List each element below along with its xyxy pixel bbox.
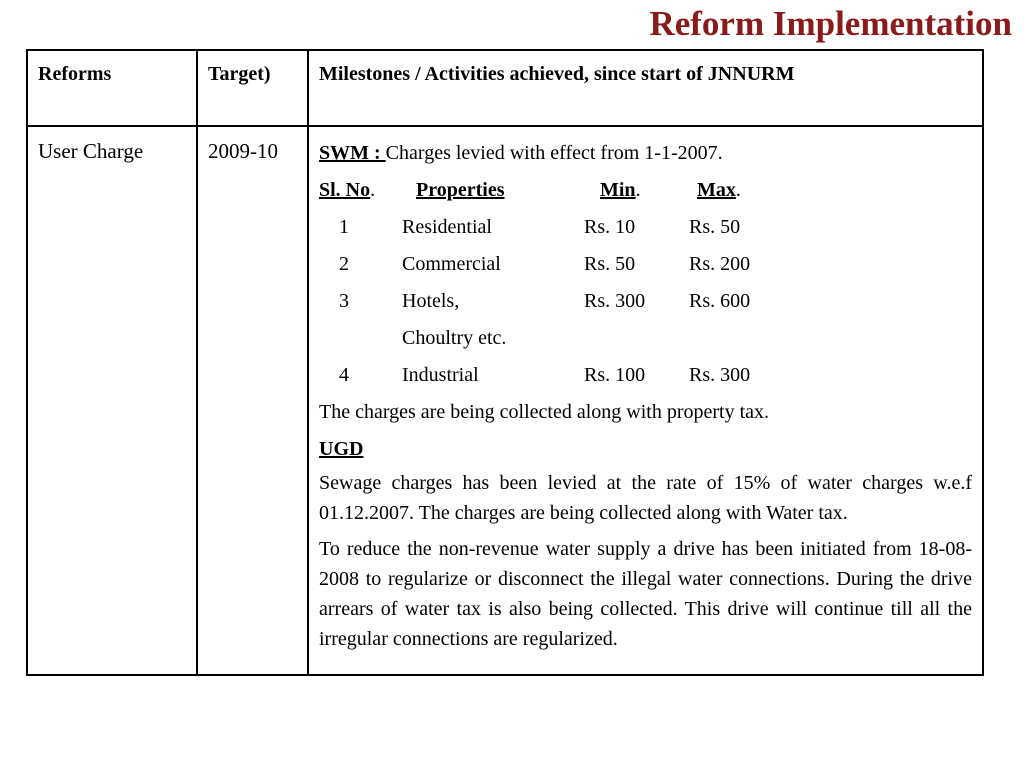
charges-header-row [319, 172, 972, 209]
charge-row [319, 283, 972, 320]
reform-table [26, 49, 984, 676]
table-row [27, 126, 983, 675]
charges-header-min: Min. [600, 179, 641, 201]
header-reforms: Reforms [27, 50, 197, 126]
header-milestones: Milestones / Activities achieved, since start of JNNURM [308, 50, 983, 126]
reform-cell: User Charge [27, 126, 197, 675]
charge-min: Rs. 10 [584, 216, 636, 238]
charges-header-sl: Sl. No. [319, 179, 376, 201]
charge-max: Rs. 200 [689, 253, 751, 275]
swm-label: SWM : [319, 142, 386, 164]
charge-property: Commercial [402, 253, 501, 275]
charge-property: Industrial [402, 364, 479, 386]
charge-row [319, 320, 972, 357]
charge-no: 1 [339, 216, 349, 238]
swm-text: Charges levied with effect from 1-1-2007. [385, 142, 723, 164]
table-header-row [27, 50, 983, 126]
charge-property: Choultry etc. [402, 327, 507, 349]
ugd-label: UGD [319, 438, 364, 460]
charges-header-properties: Properties [416, 179, 505, 201]
charge-row [319, 209, 972, 246]
collection-note: The charges are being collected along with property tax. [319, 401, 770, 423]
charges-header-max: Max. [697, 179, 741, 201]
charge-property: Hotels, [402, 290, 460, 312]
swm-line [319, 135, 972, 172]
charge-row [319, 246, 972, 283]
charge-max: Rs. 600 [689, 290, 751, 312]
charge-property: Residential [402, 216, 492, 238]
drive-paragraph: To reduce the non-revenue water supply a drive has been initiated from 18-08-2008 to regularize or disconnect the illegal water connections. During the drive arrears of water tax is also being collected. This drive will continue till all the irregular connections are regularized. [319, 538, 972, 650]
charge-no: 3 [339, 290, 349, 312]
target-cell: 2009-10 [197, 126, 308, 675]
page-title: Reform Implementation [649, 4, 1012, 43]
charge-min: Rs. 50 [584, 253, 636, 275]
charge-no: 4 [339, 364, 349, 386]
ugd-paragraph: Sewage charges has been levied at the rate of 15% of water charges w.e.f 01.12.2007. The charges are being collected along with Water tax. [319, 472, 972, 524]
header-target: Target) [197, 50, 308, 126]
charge-no: 2 [339, 253, 349, 275]
charge-max: Rs. 50 [689, 216, 741, 238]
milestones-cell [308, 126, 983, 675]
charge-row [319, 357, 972, 394]
charge-min: Rs. 300 [584, 290, 646, 312]
charge-min: Rs. 100 [584, 364, 646, 386]
charge-max: Rs. 300 [689, 364, 751, 386]
